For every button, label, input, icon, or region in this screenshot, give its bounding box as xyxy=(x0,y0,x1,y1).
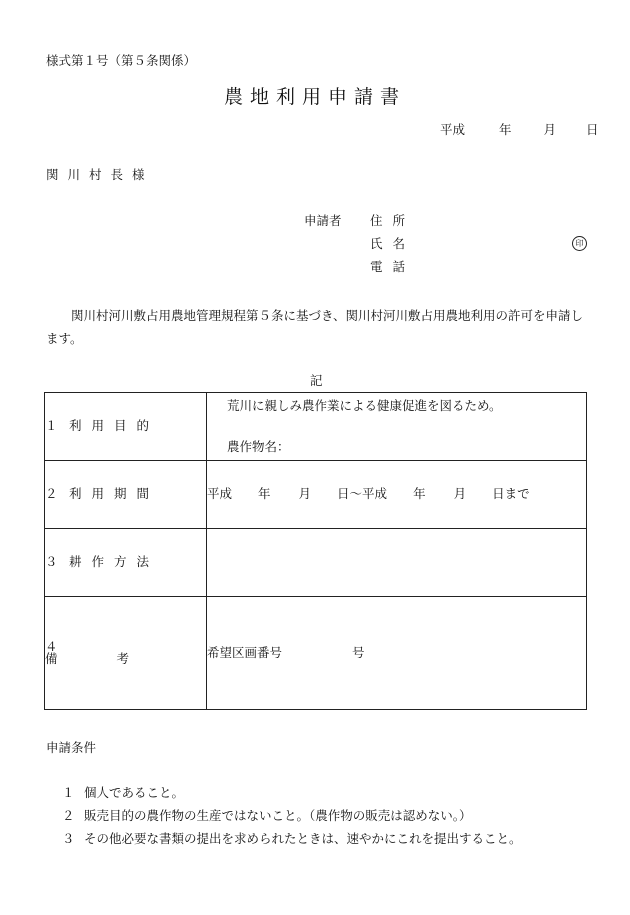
period-day-end: 日まで xyxy=(492,486,530,502)
table-row xyxy=(45,461,587,529)
date-month: 月 xyxy=(543,122,557,137)
condition-number: １ xyxy=(62,785,75,800)
method-label-cell xyxy=(45,529,207,597)
parcel-number-label: 希望区画番号 xyxy=(207,644,283,660)
crop-name-label: 農作物名： xyxy=(227,438,290,454)
seal-mark: 印 xyxy=(572,236,587,251)
address-label: 住所 xyxy=(370,213,416,228)
period-month-start: 月 xyxy=(298,486,312,502)
period-label-cell xyxy=(45,461,207,529)
phone-label: 電話 xyxy=(370,259,416,274)
application-table xyxy=(44,392,587,710)
date-era: 平成 xyxy=(440,122,466,137)
remarks-label-cell xyxy=(45,597,207,710)
period-month-end: 月 xyxy=(453,486,467,502)
name-label: 氏名 xyxy=(370,236,416,251)
condition-number: ２ xyxy=(62,808,75,823)
date-year: 年 xyxy=(499,122,512,137)
period-cell[interactable] xyxy=(207,461,587,529)
row-number: ３ xyxy=(45,554,58,570)
conditions-title: 申請条件 xyxy=(46,740,97,755)
condition-number: ３ xyxy=(62,831,75,846)
purpose-label-cell xyxy=(45,393,207,461)
condition-item xyxy=(62,833,522,846)
form-number: 様式第１号（第５条関係） xyxy=(46,53,197,68)
period-era-start: 平成 xyxy=(207,486,233,502)
application-statement: 関川村河川敷占用農地管理規程第５条に基づき、関川村河川敷占用農地利用の許可を申請します。 xyxy=(46,308,584,346)
purpose-cell[interactable] xyxy=(207,393,587,461)
ki-heading: 記 xyxy=(310,373,323,388)
row-label: 利用目的 xyxy=(69,418,160,434)
purpose-text: 荒川に親しみ農作業による健康促進を図るため。 xyxy=(227,398,502,413)
period-year-end: 年 xyxy=(413,486,426,502)
method-cell[interactable] xyxy=(207,529,587,597)
condition-text: その他必要な書類の提出を求められたときは、速やかにこれを提出すること。 xyxy=(84,831,522,846)
application-date xyxy=(440,124,599,137)
condition-item xyxy=(62,810,472,823)
row-label: 備考 xyxy=(45,651,189,666)
row-number: １ xyxy=(45,418,58,434)
applicant-label: 申請者 xyxy=(304,213,342,228)
condition-text: 販売目的の農作物の生産ではないこと。（農作物の販売は認めない。） xyxy=(84,808,472,823)
row-number: ２ xyxy=(45,486,58,502)
row-label: 耕作方法 xyxy=(69,554,160,570)
table-row xyxy=(45,529,587,597)
document-title: 農地利用申請書 xyxy=(223,86,406,108)
row-number: ４ xyxy=(45,638,58,654)
condition-text: 個人であること。 xyxy=(84,785,185,800)
condition-item xyxy=(62,787,184,800)
row-label: 利用期間 xyxy=(69,486,160,502)
date-day: 日 xyxy=(586,122,599,137)
addressee: 関川村長様 xyxy=(46,167,154,182)
parcel-number-suffix: 号 xyxy=(352,644,365,660)
table-row xyxy=(45,597,587,710)
remarks-cell[interactable] xyxy=(207,597,587,710)
period-year-start: 年 xyxy=(258,486,271,502)
period-day-start: 日～平成 xyxy=(337,486,388,502)
table-row xyxy=(45,393,587,461)
